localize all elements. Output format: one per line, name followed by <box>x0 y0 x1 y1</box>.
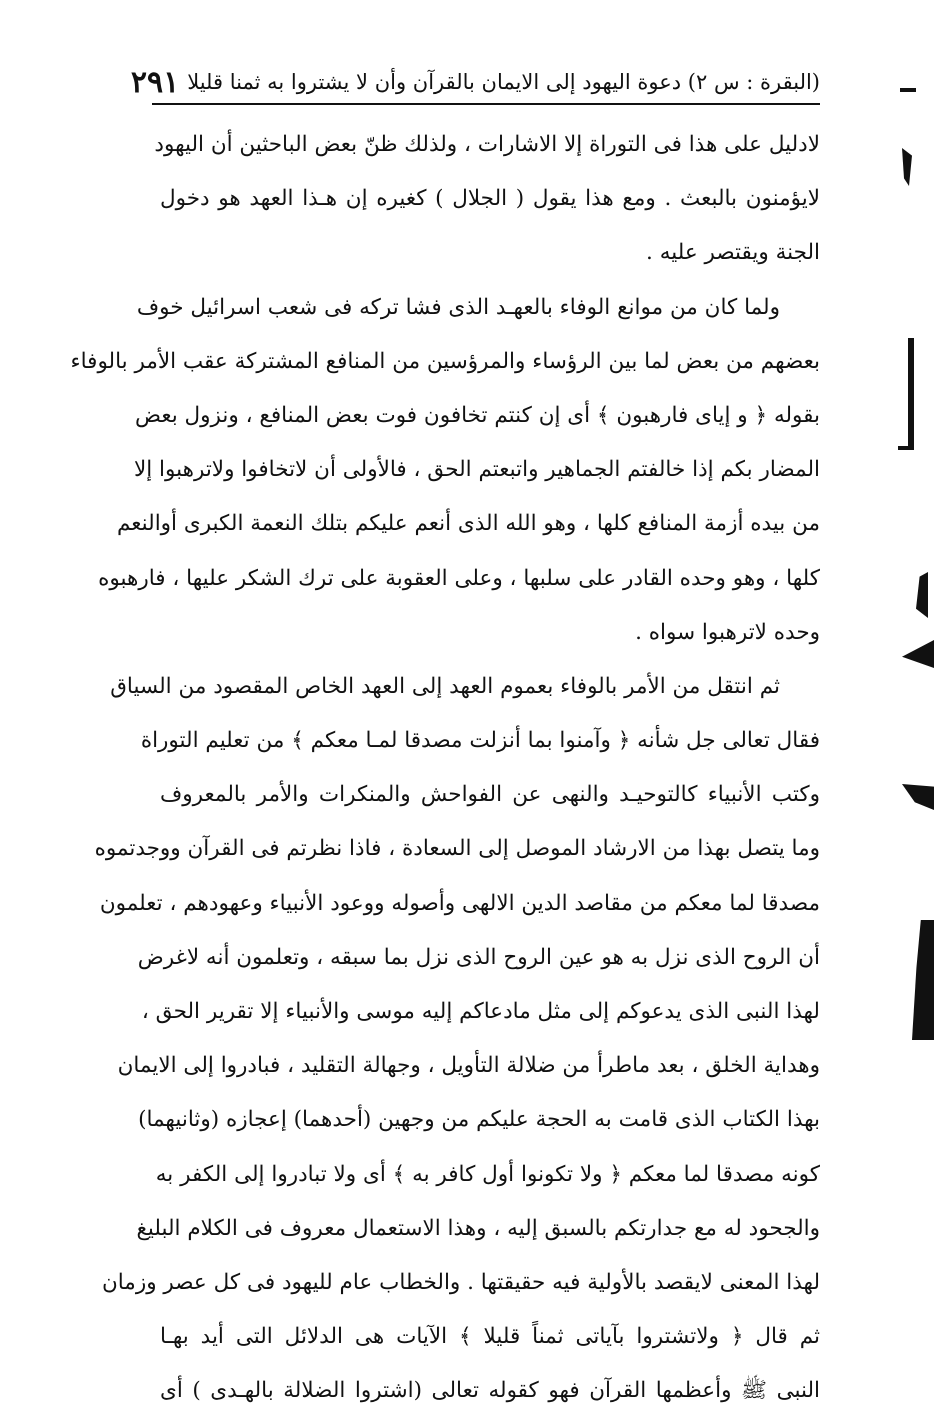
text-line: لهذا النبى الذى يدعوكم إلى مثل مادعاكم إليه موسى والأنبياء إلا تقرير الحق ، <box>141 999 820 1024</box>
text-line: لادليل على هذا فى التوراة إلا الاشارات ، ولذلك ظنّ بعض الباحثين أن اليهود <box>154 132 820 157</box>
scan-edge-mark <box>916 572 928 618</box>
text-line: ثم انتقل من الأمر بالوفاء بعموم العهد إلى العهد الخاص المقصود من السياق <box>110 673 780 699</box>
scan-edge-mark <box>900 88 916 92</box>
page-number: ٢٩١ <box>130 64 180 100</box>
text-line: لايؤمنون بالبعث . ومع هذا يقول ( الجلال ) كغيره إن هـذا العهد هو دخول <box>160 186 820 212</box>
text-line: من بيده أزمة المنافع كلها ، وهو الله الذى أنعم عليكم بتلك النعمة الكبرى أوالنعم <box>116 511 820 537</box>
page-header <box>130 62 820 102</box>
scan-edge-mark <box>898 446 914 450</box>
scan-edge-mark <box>902 148 912 186</box>
text-line: النبى ﷺ وأعظمها القرآن فهو كقوله تعالى (اشتروا الضلالة بالهـدى ) أى <box>160 1378 820 1404</box>
text-line: المضار بكم إذا خالفتم الجماهير واتبعتم الحق ، فالأولى أن لاتخافوا ولاترهبوا إلا <box>133 457 820 483</box>
scan-edge-mark <box>902 784 934 810</box>
text-line: وما يتصل بهذا من الارشاد الموصل إلى السعادة ، فاذا نظرتم فى القرآن ووجدتموه <box>94 836 820 862</box>
running-head: (البقرة : س ٢) دعوة اليهود إلى الايمان بالقرآن وأن لا يشتروا به ثمنا قليلا <box>187 70 820 94</box>
text-line: بهذا الكتاب الذى قامت به الحجة عليكم من وجهين (أحدهما) إعجازه (وثانيهما) <box>138 1107 820 1133</box>
scan-edge-mark <box>912 920 934 1040</box>
text-line: بعضهم من بعض لما بين الرؤساء والمرؤسين من المنافع المشتركة عقب الأمر بالوفاء <box>70 348 820 374</box>
text-line: مصدقا لما معكم من مقاصد الدين الالهى وأصوله ووعود الأنبياء وعهودهم ، تعلمون <box>99 890 820 916</box>
text-line: والجحود له مع جدارتكم بالسبق إليه ، وهذا الاستعمال معروف فى الكلام البليغ <box>136 1215 820 1241</box>
text-line: وحده لاترهبوا سواه . <box>635 619 820 645</box>
scan-edge-mark <box>902 640 934 668</box>
text-line: كونه مصدقا لما معكم ﴿ ولا تكونوا أول كافر به ﴾ أى ولا تبادروا إلى الكفر به <box>155 1161 820 1187</box>
text-line: ولما كان من موانع الوفاء بالعهـد الذى فشا تركه فى شعب اسرائيل خوف <box>136 294 780 320</box>
text-line: بقوله ﴿ و إياى فارهبون ﴾ أى إن كنتم تخافون فوت بعض المنافع ، ونزول بعض <box>135 402 820 428</box>
scan-edge-mark <box>908 338 914 448</box>
text-line: فقال تعالى جل شأنه ﴿ وآمنوا بما أنزلت مصدقا لمـا معكم ﴾ من تعليم التوراة <box>140 728 820 754</box>
text-line: كلها ، وهو وحده القادر على سلبها ، وعلى العقوبة على ترك الشكر عليها ، فارهبوه <box>98 565 820 591</box>
body-text <box>70 118 820 1419</box>
text-line: وكتب الأنبياء كالتوحيـد والنهى عن الفواحش والمنكرات والأمر بالمعروف <box>160 782 820 808</box>
text-line: الجنة ويقتصر عليه . <box>646 240 820 266</box>
text-line: لهذا المعنى لايقصد بالأولية فيه حقيقتها . والخطاب عام لليهود فى كل عصر وزمان <box>101 1269 820 1295</box>
text-line: أن الروح الذى نزل به هو عين الروح الذى نزل بما سبقه ، وتعلمون أنه لاغرض <box>137 944 820 970</box>
text-line: وهداية الخلق ، بعد ماطرأ من ضلالة التأويل ، وجهالة التقليد ، فبادروا إلى الايمان <box>117 1053 820 1079</box>
header-rule <box>152 103 820 105</box>
text-line: ثم قال ﴿ ولاتشتروا بآياتى ثمناً قليلا ﴾ الآيات هى الدلائل التى أيد بهـا <box>160 1324 820 1350</box>
